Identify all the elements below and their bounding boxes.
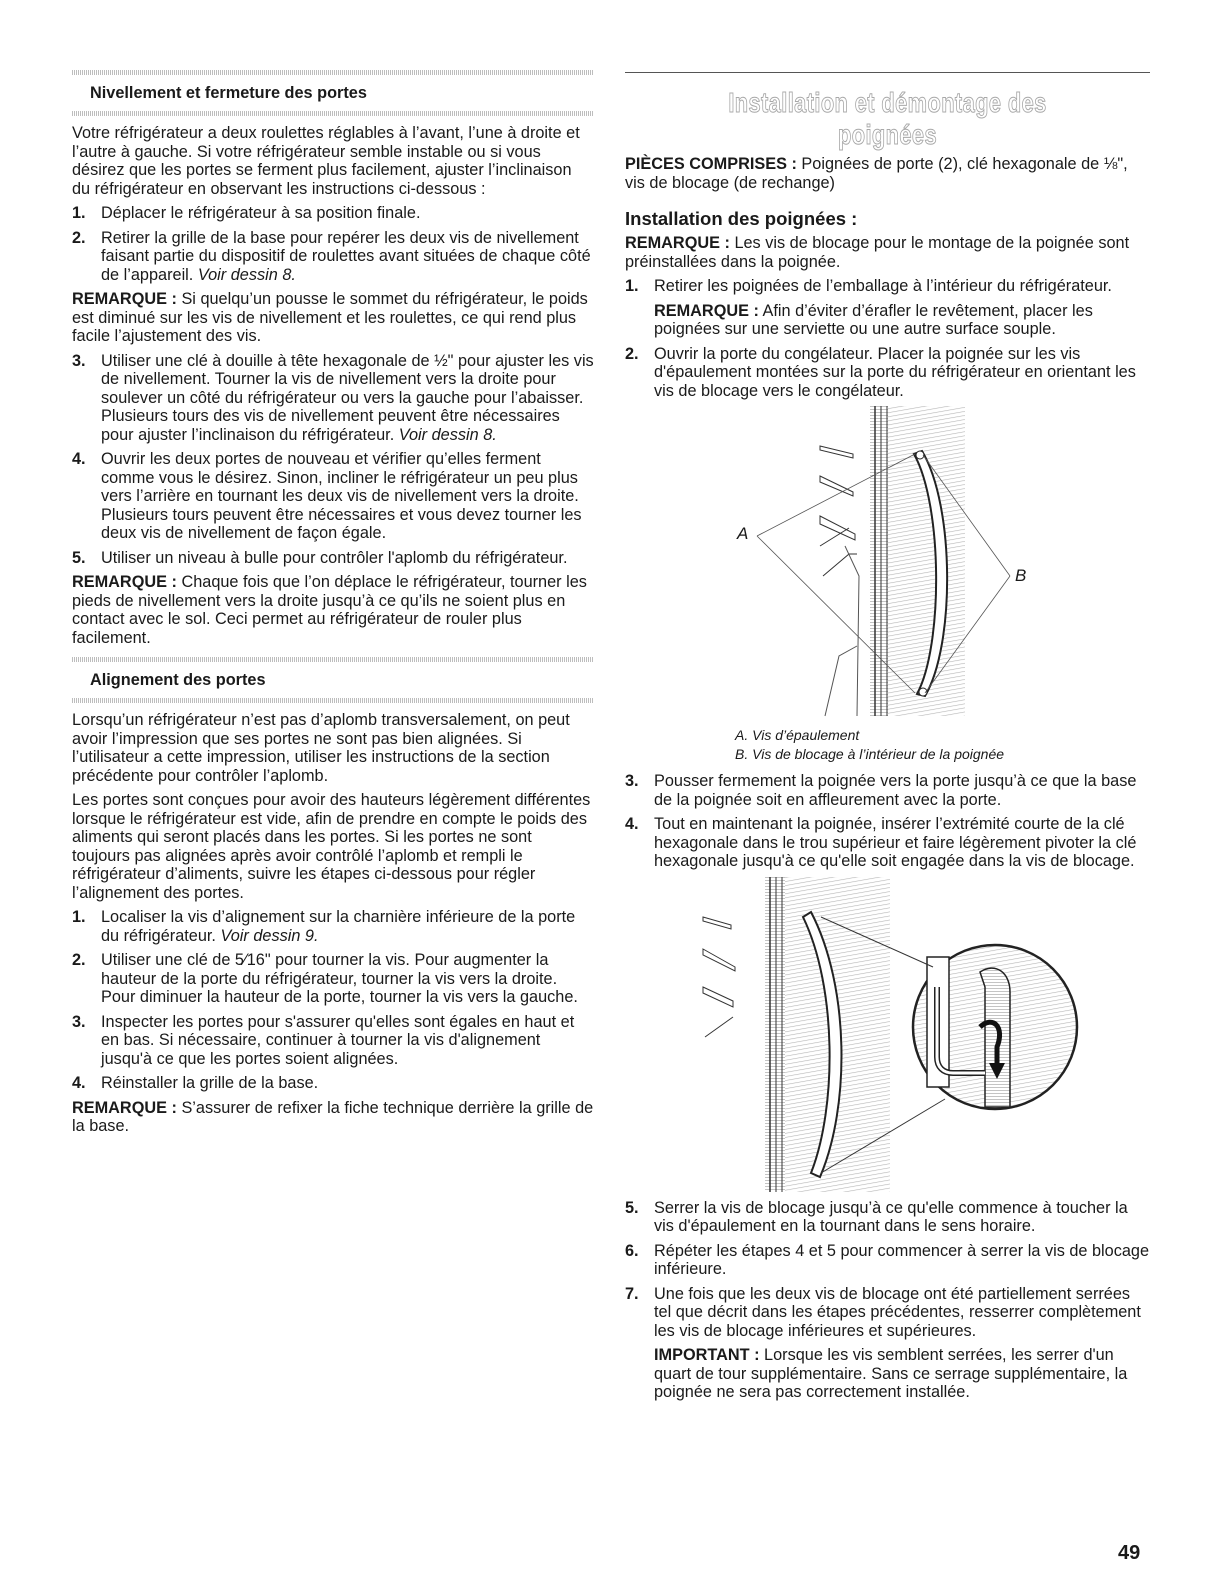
hex-key-illustration [625,877,1150,1199]
leveling-steps-b [72,352,594,568]
list-item: 4. Réinstaller la grille de la base. [72,1074,319,1092]
list-item: 3. Inspecter les portes pour s'assurer qu'elles sont égales en haut et en bas. Si nécessaire, continuer à tourner la vis d'alignement jusqu'à ce que les portes soient alignées. [72,1012,575,1068]
handle-illustration [625,406,1150,726]
install-steps-c [625,1199,1150,1402]
page-title: Installation et démontage des poignées [728,87,1047,150]
alignment-steps [72,908,594,1093]
list-item: 2. Utiliser une clé de 5⁄16" pour tourner la vis. Pour augmenter la hauteur de la porte du réfrigérateur, tourner la vis vers la droite. Pour diminuer la hauteur de la porte, tourner la vis vers la gauche. [72,951,578,1006]
list-item: 2. Ouvrir la porte du congélateur. Placer la poignée sur les vis d'épaulement montées sur la porte du réfrigérateur en orientant les vis de blocage vers le congélateur. [625,344,1136,400]
install-heading: Installation des poignées : [625,208,858,229]
section-divider [72,111,594,116]
figure-caption-b: B. Vis de blocage à l’intérieur de la poignée [735,746,1005,762]
title-block [625,72,1150,155]
section-heading-alignment: Alignement des portes [90,671,266,689]
list-item: 4. Tout en maintenant la poignée, insérer l’extrémité courte de la clé hexagonale dans le trou supérieur et faire légèrement pivoter la clé hexagonale jusqu'à ce qu'elle soit engagée dans la vis de blocage. [625,815,1137,870]
section-heading-leveling: Nivellement et fermeture des portes [90,84,367,102]
right-column [625,70,1150,1408]
list-item: 2. Retirer la grille de la base pour repérer les deux vis de nivellement faisant partie du dispositif de roulettes avant situées de chaque côté de l’appareil. Voir dessin 8. [72,228,591,284]
alignment-paragraph-1: Lorsqu’un réfrigérateur n’est pas d’aplomb transversalement, on peut avoir l’impression que ses portes ne sont pas bien alignées. Si l’utilisateur a cette impression, utiliser les instructions de la section précédente pour contrôler l’aplomb. [72,711,570,785]
list-item: 1. Localiser la vis d’alignement sur la charnière inférieure de la porte du réfrigérateur. Voir dessin 9. [72,908,576,945]
list-item: 6. Répéter les étapes 4 et 5 pour commencer à serrer la vis de blocage inférieure. [625,1241,1150,1278]
list-item: 3. Utiliser une clé à douille à tête hexagonale de ½" pour ajuster les vis de nivellement. Tourner la vis de nivellement vers la droite pour soulever un côté du réfrigérateur ou vers la gauche pour l’abaisser. Plusieurs tours des vis de nivellement peuvent être nécessaires pour ajuster l’inclinaison du réfrigérateur. Voir dessin 8. [72,351,594,444]
note-paragraph: REMARQUE : Si quelqu’un pousse le sommet du réfrigérateur, le poids est diminué sur les vis de nivellement et les roulettes, ce qui rend plus facile l’ajustement des vis. [72,290,588,345]
section-divider [72,657,594,662]
note-paragraph: REMARQUE : Chaque fois que l’on déplace le réfrigérateur, tourner les pieds de nivellement vers la droite jusqu’à ce qu’ils ne soient plus en contact avec le sol. Ceci permet au réfrigérateur de rouler plus facilement. [72,573,587,647]
list-item: 5. Utiliser un niveau à bulle pour contrôler l'aplomb du réfrigérateur. [72,548,568,567]
handle-installation-figure [625,406,1150,726]
intro-paragraph: Votre réfrigérateur a deux roulettes réglables à l’avant, l’une à droite et l’autre à gauche. Si votre réfrigérateur semble instable ou si vous désirez que les portes se ferment plus facilement, ajuster l’inclinaison du réfrigérateur en observant les instructions ci-dessous : [72,124,580,198]
section-divider [72,698,594,703]
left-column [72,70,594,1142]
page-number: 49 [1118,1542,1141,1564]
note-paragraph: REMARQUE : S’assurer de refixer la fiche technique derrière la grille de la base. [72,1098,594,1135]
list-item: 3. Pousser fermement la poignée vers la porte jusqu’à ce que la base de la poignée soit en affleurement avec la porte. [625,772,1137,809]
leveling-steps-a [72,204,594,284]
install-steps-a [625,277,1150,400]
parts-paragraph: PIÈCES COMPRISES : Poignées de porte (2), clé hexagonale de ⅛", vis de blocage (de rechange) [625,155,1128,192]
figure-caption-a: A. Vis d’épaulement [735,727,860,743]
alignment-paragraph-2: Les portes sont conçues pour avoir des hauteurs légèrement différentes lorsque le réfrigérateur est vide, afin de prendre en compte le poids des aliments qui seront placés dans les portes. Si les portes ne sont toujours pas alignées après avoir contrôlé l’aplomb et rempli le réfrigérateur d’aliments, suivre les étapes ci-dessous pour régler l’alignement des portes. [72,791,591,902]
list-item: 1. Retirer les poignées de l’emballage à l’intérieur du réfrigérateur. REMARQUE : Afin d’éviter d’érafler le revêtement, placer les poignées sur une serviette ou une autre surface souple. [625,277,1150,339]
figure-label-a: A [737,524,749,543]
hex-key-figure [625,877,1150,1199]
note-paragraph: REMARQUE : Les vis de blocage pour le montage de la poignée sont préinstallées dans la poignée. [625,234,1130,271]
list-item: 7. Une fois que les deux vis de blocage ont été partiellement serrées tel que décrit dans les étapes précédentes, resserrer complètement les vis de blocage inférieures et supérieures. IMPORTANT : Lorsque les vis semblent serrées, les serrer d'un quart de tour supplémentaire. Sans ce serrage supplémentaire, la poignée ne sera pas correctement installée. [625,1285,1150,1402]
important-note: IMPORTANT : Lorsque les vis semblent serrées, les serrer d'un quart de tour supplémentaire. Sans ce serrage supplémentaire, la poignée ne sera pas correctement installée. [654,1346,1128,1401]
section-divider [72,70,594,75]
step-note: REMARQUE : Afin d’éviter d’érafler le revêtement, placer les poignées sur une serviette ou une autre surface souple. [654,301,1093,338]
figure-label-b: B [1015,566,1027,585]
list-item: 1. Déplacer le réfrigérateur à sa position finale. [72,204,421,222]
list-item: 5. Serrer la vis de blocage jusqu’à ce qu'elle commence à toucher la vis d'épaulement en la tournant dans le sens horaire. [625,1198,1128,1235]
list-item: 4. Ouvrir les deux portes de nouveau et vérifier qu’elles ferment comme vous le désirez. Sinon, incliner le réfrigérateur un peu plus vers l’arrière en tournant les deux vis de nivellement vers la droite. Plusieurs tours peuvent être nécessaires et vous devez tourner les deux vis de nivellement de façon égale. [72,450,582,542]
install-steps-b [625,772,1150,871]
